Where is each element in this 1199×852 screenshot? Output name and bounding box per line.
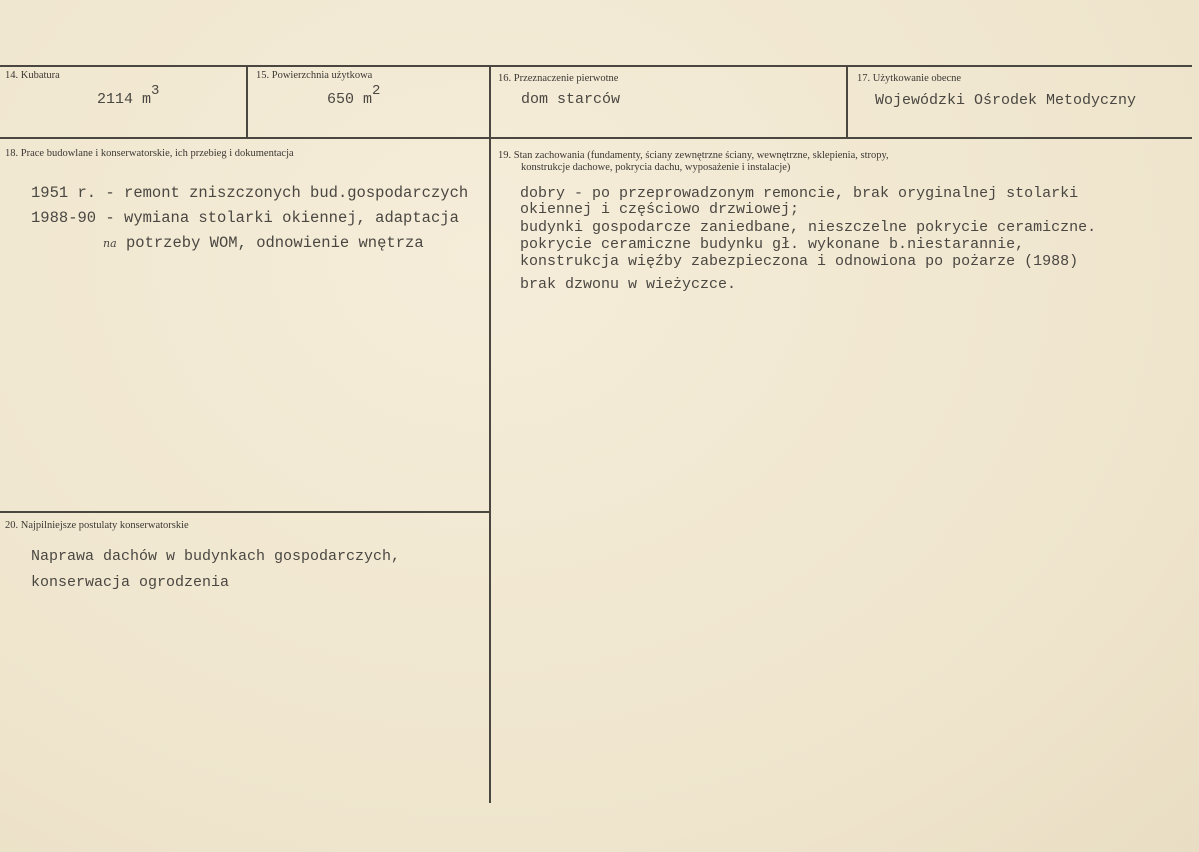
prace-line-1: 1951 r. - remont zniszczonych bud.gospodarczych bbox=[31, 184, 469, 202]
kubatura-number: 2114 m bbox=[97, 91, 152, 108]
middle-border bbox=[0, 137, 1192, 139]
section-20-border bbox=[0, 511, 490, 513]
postulaty-label: 20. Najpilniejsze postulaty konserwatorskie bbox=[5, 520, 189, 531]
divider-14-15 bbox=[246, 65, 248, 138]
stan-line-1: dobry - po przeprowadzonym remoncie, brak oryginalnej stolarki bbox=[520, 185, 1079, 202]
stan-line-5: konstrukcja więźby zabezpieczona i odnowiona po pożarze (1988) bbox=[520, 253, 1079, 270]
stan-label-line-2: konstrukcje dachowe, pokrycia dachu, wyposażenie i instalacje) bbox=[521, 162, 791, 173]
prace-label: 18. Prace budowlane i konserwatorskie, ich przebieg i dokumentacja bbox=[5, 148, 294, 159]
przeznaczenie-value: dom starców bbox=[521, 91, 621, 108]
divider-15-16 bbox=[489, 65, 491, 803]
kubatura-value bbox=[97, 83, 160, 109]
postulaty-line-2: konserwacja ogrodzenia bbox=[31, 574, 230, 591]
powierzchnia-unit-exponent: 2 bbox=[372, 83, 381, 99]
prace-line-3-text: potrzeby WOM, odnowienie wnętrza bbox=[125, 234, 424, 252]
prace-line-2: 1988-90 - wymiana stolarki okiennej, adaptacja bbox=[31, 209, 459, 227]
stan-line-6: brak dzwonu w wieżyczce. bbox=[520, 276, 737, 293]
stan-label-line-1: 19. Stan zachowania (fundamenty, ściany zewnętrzne ściany, wewnętrzne, sklepienia, stropy, bbox=[498, 150, 889, 161]
uzytkowanie-value: Wojewódzki Ośrodek Metodyczny bbox=[875, 92, 1137, 109]
top-border bbox=[0, 65, 1192, 67]
handwritten-note: na bbox=[103, 237, 117, 250]
powierzchnia-number: 650 m bbox=[327, 91, 373, 108]
stan-line-3: budynki gospodarcze zaniedbane, nieszczelne pokrycie ceramiczne. bbox=[520, 219, 1097, 236]
kubatura-unit-exponent: 3 bbox=[151, 83, 160, 99]
powierzchnia-value bbox=[327, 83, 381, 109]
divider-16-17 bbox=[846, 65, 848, 138]
kubatura-label: 14. Kubatura bbox=[5, 70, 60, 81]
powierzchnia-label: 15. Powierzchnia użytkowa bbox=[256, 70, 373, 81]
uzytkowanie-label: 17. Użytkowanie obecne bbox=[857, 73, 962, 84]
stan-line-2: okiennej i częściowo drzwiowej; bbox=[520, 201, 800, 218]
postulaty-line-1: Naprawa dachów w budynkach gospodarczych, bbox=[31, 548, 401, 565]
prace-line-3 bbox=[103, 235, 424, 252]
przeznaczenie-label: 16. Przeznaczenie pierwotne bbox=[498, 73, 619, 84]
stan-line-4: pokrycie ceramiczne budynku gł. wykonane b.niestarannie, bbox=[520, 236, 1025, 253]
